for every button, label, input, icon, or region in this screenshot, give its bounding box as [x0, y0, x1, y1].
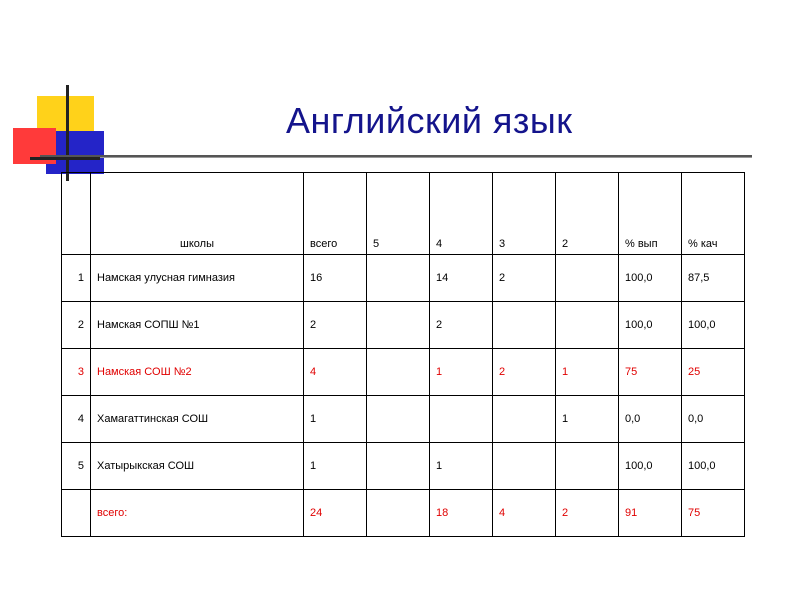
grade4-cell: 2	[430, 302, 493, 349]
row-number: 5	[62, 443, 91, 490]
row-number: 4	[62, 396, 91, 443]
school-name: Намская СОПШ №1	[91, 302, 304, 349]
header-cell-grade3: 3	[493, 173, 556, 255]
grade4-cell: 18	[430, 490, 493, 537]
grade4-cell: 1	[430, 443, 493, 490]
quality-cell: 75	[682, 490, 745, 537]
total-cell: 24	[304, 490, 367, 537]
grade3-cell	[493, 396, 556, 443]
quality-cell: 87,5	[682, 255, 745, 302]
header-cell-quality: % кач	[682, 173, 745, 255]
table-header-row	[62, 173, 745, 255]
grade5-cell	[367, 396, 430, 443]
school-name: Намская СОШ №2	[91, 349, 304, 396]
table-total-row	[62, 490, 745, 537]
table-row	[62, 255, 745, 302]
total-cell: 2	[304, 302, 367, 349]
grade2-cell: 1	[556, 396, 619, 443]
row-number: 3	[62, 349, 91, 396]
grade5-cell	[367, 349, 430, 396]
grade4-cell	[430, 396, 493, 443]
grade3-cell	[493, 302, 556, 349]
total-cell: 16	[304, 255, 367, 302]
row-number: 2	[62, 302, 91, 349]
grade4-cell: 14	[430, 255, 493, 302]
grade2-cell	[556, 443, 619, 490]
grade5-cell	[367, 490, 430, 537]
grade3-cell: 4	[493, 490, 556, 537]
decor-vertical-line	[66, 85, 69, 181]
header-cell-grade4: 4	[430, 173, 493, 255]
decor-horizontal-line	[30, 157, 100, 160]
school-name: Намская улусная гимназия	[91, 255, 304, 302]
title-underline	[40, 155, 752, 157]
grade4-cell: 1	[430, 349, 493, 396]
grade5-cell	[367, 302, 430, 349]
total-label: всего:	[91, 490, 304, 537]
grade3-cell: 2	[493, 255, 556, 302]
header-cell-grade5: 5	[367, 173, 430, 255]
table-row	[62, 302, 745, 349]
grade5-cell	[367, 255, 430, 302]
header-cell-completion: % вып	[619, 173, 682, 255]
quality-cell: 100,0	[682, 443, 745, 490]
total-cell: 1	[304, 396, 367, 443]
completion-cell: 75	[619, 349, 682, 396]
table-row	[62, 396, 745, 443]
quality-cell: 100,0	[682, 302, 745, 349]
row-number: 1	[62, 255, 91, 302]
quality-cell: 25	[682, 349, 745, 396]
row-number	[62, 490, 91, 537]
school-name: Хамагаттинская СОШ	[91, 396, 304, 443]
header-cell-grade2: 2	[556, 173, 619, 255]
grade5-cell	[367, 443, 430, 490]
completion-cell: 0,0	[619, 396, 682, 443]
completion-cell: 100,0	[619, 255, 682, 302]
grade2-cell	[556, 255, 619, 302]
completion-cell: 100,0	[619, 302, 682, 349]
total-cell: 4	[304, 349, 367, 396]
completion-cell: 91	[619, 490, 682, 537]
grade2-cell	[556, 302, 619, 349]
school-name: Хатырыкская СОШ	[91, 443, 304, 490]
header-cell-number	[62, 173, 91, 255]
table-row	[62, 443, 745, 490]
header-cell-total: всего	[304, 173, 367, 255]
grade3-cell: 2	[493, 349, 556, 396]
results-table	[61, 172, 745, 537]
slide-title: Английский язык	[286, 100, 573, 141]
header-cell-schools: школы	[91, 173, 304, 255]
grade2-cell: 1	[556, 349, 619, 396]
completion-cell: 100,0	[619, 443, 682, 490]
quality-cell: 0,0	[682, 396, 745, 443]
table-row-highlighted	[62, 349, 745, 396]
grade3-cell	[493, 443, 556, 490]
total-cell: 1	[304, 443, 367, 490]
grade2-cell: 2	[556, 490, 619, 537]
